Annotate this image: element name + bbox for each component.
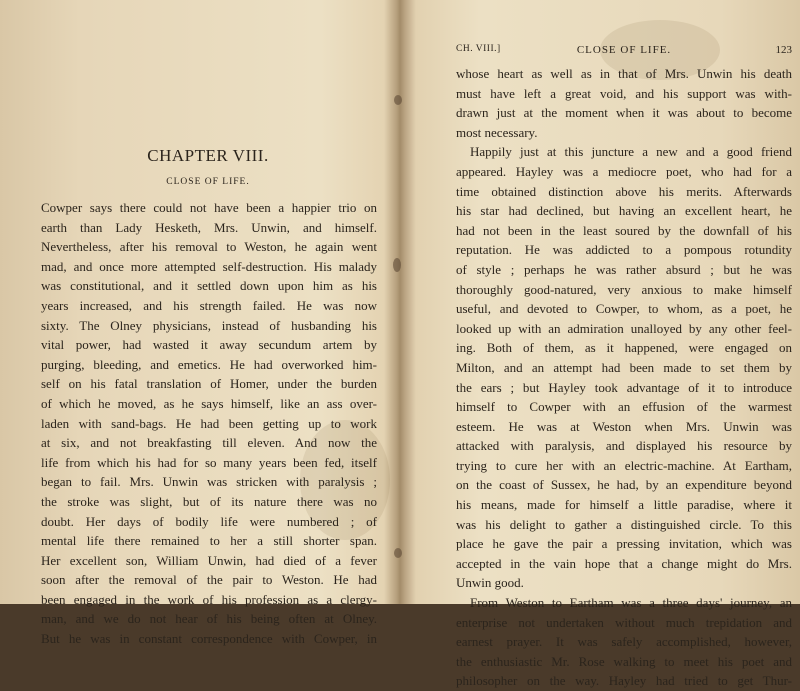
running-head-chapter: CH. VIII.]: [456, 44, 501, 54]
text-line: life from which his had for so many years been fed, itself: [41, 454, 377, 470]
text-line: mad, and once more attempted self-destruction. His malady: [41, 258, 377, 274]
text-line: Happily just at this juncture a new and a good friend: [470, 144, 792, 160]
text-line: thoroughly good-natured, very anxious to make himself: [456, 281, 792, 297]
text-line: useful, and devoted to Cowper, to whom, as a poet, he: [456, 301, 792, 317]
text-line: self on his fatal translation of Homer, under the burden: [41, 376, 377, 392]
text-line: Nevertheless, after his removal to Weston, he again went: [41, 239, 377, 255]
text-line: his means, made for himself a little paradise, where it: [456, 497, 792, 513]
text-line: was constitutional, and it settled down upon him as his: [41, 278, 377, 294]
text-line: of which he moved, as he says himself, like an ass over-: [41, 395, 377, 411]
text-line: reputation. He was addicted to a pompous rotundity: [456, 242, 792, 258]
text-line: looked up with an admiration unalloyed by any other feel-: [456, 320, 792, 336]
text-line: Unwin good.: [456, 575, 524, 591]
text-line: on the coast of Sussex, he had, by an expenditure beyond: [456, 477, 792, 493]
text-line: must have left a great void, and his support was with-: [456, 85, 792, 101]
text-line: From Weston to Eartham was a three days' journey, an: [470, 595, 792, 611]
text-line: sixty. The Olney physicians, instead of husbanding his: [41, 317, 377, 333]
left-page-text: [41, 198, 377, 649]
text-line: most necessary.: [456, 124, 538, 140]
text-line: philosopher on the way. Hayley had tried to get Thur-: [456, 673, 792, 689]
text-line: years increased, and his strength failed. He was now: [41, 297, 377, 313]
text-line: Cowper says there could not have been a happier trio on: [41, 200, 377, 215]
text-line: laden with sand-bags. He had been getting up to work: [41, 415, 377, 431]
text-line: been engaged in the work of his profession as a clergy-: [41, 591, 377, 607]
text-line: vital power, had wasted it away secundum artem by: [41, 337, 377, 353]
text-line: purging, bleeding, and emetics. He had overworked him-: [41, 356, 377, 372]
page-number: 123: [775, 44, 792, 56]
text-line: his star had declined, but having an excellent heart, he: [456, 203, 792, 219]
text-line: himself to Cowper with an effusion of the warmest: [456, 399, 792, 415]
text-line: accepted in the vain hope that a change might do Mrs.: [456, 555, 792, 571]
text-line: the ears ; but Hayley took advantage of it to introduce: [456, 379, 792, 395]
right-page: [402, 0, 800, 689]
text-line: trying to cure her with an electric-machine. At Eartham,: [456, 457, 792, 473]
text-line: at six, and not breakfasting till eleven. And now the: [41, 435, 377, 451]
text-line: the enthusiastic Mr. Rose walking to meet his poet and: [456, 653, 792, 669]
text-line: mental life there remained to her a still shorter span.: [41, 533, 377, 549]
text-line: had not been in the least soured by the downfall of his: [456, 222, 792, 238]
text-line: enterprise not undertaken without much trepidation and: [456, 614, 792, 630]
running-head-title: CLOSE OF LIFE.: [576, 44, 672, 56]
text-line: Her excellent son, William Unwin, had died of a fever: [41, 552, 377, 568]
text-line: earnest prayer. It was safely accomplished, however,: [456, 634, 792, 650]
text-line: doubt. Her days of bodily life were numbered ; of: [41, 513, 377, 529]
left-page: [0, 0, 398, 647]
text-line: soon after the removal of the pair to Weston. He had: [41, 572, 377, 588]
text-line: of style ; perhaps he was rather absurd ; but he was: [456, 261, 792, 277]
text-line: appeared. Hayley was a mediocre poet, who had for a: [456, 163, 792, 179]
text-line: time obtained distinction above his merits. Afterwards: [456, 183, 792, 199]
text-line: began to fail. Mrs. Unwin was stricken with paralysis ;: [41, 474, 377, 490]
text-line: place he gave the pair a pressing invitation, which was: [456, 536, 792, 552]
text-line: drawn just at the moment when it was about to become: [456, 105, 792, 121]
right-page-text: [456, 64, 792, 691]
text-line: ing. Both of them, as it happened, were engaged on: [456, 340, 792, 356]
text-line: the stroke was slight, but of its nature there was no: [41, 493, 377, 509]
text-line: attacked with paralysis, and displayed his resource by: [456, 438, 792, 454]
chapter-heading: CHAPTER VIII.: [147, 146, 269, 165]
running-head: [456, 44, 792, 58]
text-line: whose heart as well as in that of Mrs. Unwin his death: [456, 66, 792, 81]
text-line: was his delight to gather a distinguished circle. To this: [456, 516, 792, 532]
text-line: earth than Lady Hesketh, Mrs. Unwin, and himself.: [41, 219, 377, 235]
text-line: esteem. He was at Weston when Mrs. Unwin was: [456, 418, 792, 434]
text-line: Milton, and an attempt had been made to set them by: [456, 359, 792, 375]
text-line: man, and we do not hear of his being often at Olney.: [41, 611, 377, 627]
chapter-subheading: CLOSE OF LIFE.: [166, 177, 250, 187]
text-line: But he was in constant correspondence with Cowper, in: [41, 631, 377, 647]
